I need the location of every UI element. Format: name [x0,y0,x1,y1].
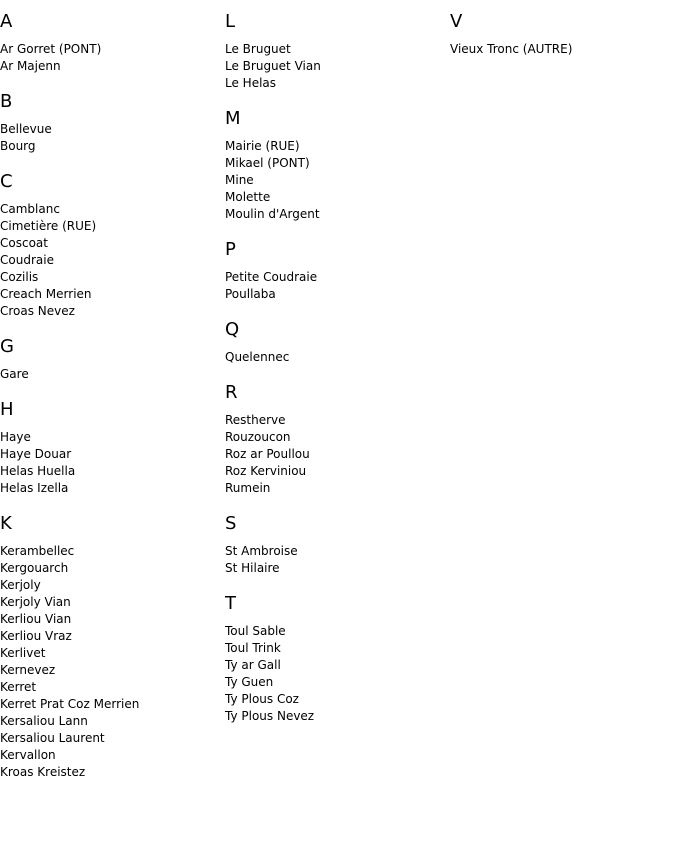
place-link-haye-douar[interactable]: Haye Douar [0,447,72,461]
letter-heading: V [450,11,463,32]
place-link-roz-kerviniou[interactable]: Roz Kerviniou [225,464,307,478]
place-link-molette[interactable]: Molette [225,190,271,204]
place-link-petite-coudraie[interactable]: Petite Coudraie [225,270,318,284]
letter-group-k [0,513,225,781]
index-column-2 [225,11,450,741]
place-link-vieux-tronc-autre[interactable]: Vieux Tronc (AUTRE) [450,42,573,56]
letter-group-q [225,319,450,366]
place-link-kerambellec[interactable]: Kerambellec [0,544,75,558]
place-link-cimetiere-rue[interactable]: Cimetière (RUE) [0,219,97,233]
place-link-haye[interactable]: Haye [0,430,31,444]
letter-group-b [0,91,225,155]
letter-heading: Q [225,319,240,340]
letter-heading: C [0,171,13,192]
place-link-rouzoucon[interactable]: Rouzoucon [225,430,291,444]
place-link-kroas-kreistez[interactable]: Kroas Kreistez [0,765,86,779]
letter-group-a [0,11,225,75]
letter-heading: B [0,91,13,112]
letter-heading: L [225,11,236,32]
letter-group-v [450,11,675,58]
place-link-ty-plous-coz[interactable]: Ty Plous Coz [225,692,299,706]
place-link-cozilis[interactable]: Cozilis [0,270,39,284]
letter-group-h [0,399,225,497]
place-link-kerliou-vraz[interactable]: Kerliou Vraz [0,629,72,643]
place-link-kersaliou-lann[interactable]: Kersaliou Lann [0,714,88,728]
letter-heading: M [225,108,241,129]
letter-group-c [0,171,225,320]
letter-group-l [225,11,450,92]
place-link-toul-sable[interactable]: Toul Sable [225,624,286,638]
place-link-le-bruguet[interactable]: Le Bruguet [225,42,291,56]
place-link-ty-plous-nevez[interactable]: Ty Plous Nevez [225,709,315,723]
place-link-kerjoly-vian[interactable]: Kerjoly Vian [0,595,71,609]
letter-heading: G [0,336,14,357]
place-link-st-hilaire[interactable]: St Hilaire [225,561,280,575]
place-link-quelennec[interactable]: Quelennec [225,350,290,364]
place-link-croas-nevez[interactable]: Croas Nevez [0,304,75,318]
place-link-helas-huella[interactable]: Helas Huella [0,464,76,478]
place-link-camblanc[interactable]: Camblanc [0,202,60,216]
place-link-toul-trink[interactable]: Toul Trink [225,641,281,655]
place-link-ty-ar-gall[interactable]: Ty ar Gall [225,658,281,672]
place-link-moulin-d-argent[interactable]: Moulin d'Argent [225,207,320,221]
place-link-restherve[interactable]: Restherve [225,413,286,427]
place-link-poullaba[interactable]: Poullaba [225,287,276,301]
place-link-creach-merrien[interactable]: Creach Merrien [0,287,92,301]
place-link-kerlivet[interactable]: Kerlivet [0,646,46,660]
letter-group-m [225,108,450,223]
place-link-coudraie[interactable]: Coudraie [0,253,54,267]
letter-heading: H [0,399,14,420]
letter-heading: R [225,382,238,403]
index-column-1 [0,11,225,797]
place-link-ty-guen[interactable]: Ty Guen [225,675,274,689]
place-link-kerret-prat-coz-merrien[interactable]: Kerret Prat Coz Merrien [0,697,140,711]
place-link-roz-ar-poullou[interactable]: Roz ar Poullou [225,447,310,461]
place-link-gare[interactable]: Gare [0,367,29,381]
letter-group-t [225,593,450,725]
place-link-rumein[interactable]: Rumein [225,481,271,495]
place-link-bourg[interactable]: Bourg [0,139,36,153]
letter-group-r [225,382,450,497]
place-link-le-bruguet-vian[interactable]: Le Bruguet Vian [225,59,321,73]
place-link-ar-majenn[interactable]: Ar Majenn [0,59,61,73]
place-link-le-helas[interactable]: Le Helas [225,76,277,90]
place-link-mairie-rue[interactable]: Mairie (RUE) [225,139,300,153]
letter-heading: S [225,513,237,534]
letter-heading: A [0,11,13,32]
place-link-mine[interactable]: Mine [225,173,254,187]
letter-heading: P [225,239,236,260]
letter-group-s [225,513,450,577]
place-link-bellevue[interactable]: Bellevue [0,122,52,136]
letter-group-g [0,336,225,383]
place-link-helas-izella[interactable]: Helas Izella [0,481,69,495]
place-link-kerliou-vian[interactable]: Kerliou Vian [0,612,72,626]
place-link-kergouarch[interactable]: Kergouarch [0,561,69,575]
place-link-mikael-pont[interactable]: Mikael (PONT) [225,156,310,170]
place-link-kersaliou-laurent[interactable]: Kersaliou Laurent [0,731,105,745]
place-link-kervallon[interactable]: Kervallon [0,748,56,762]
place-link-st-ambroise[interactable]: St Ambroise [225,544,298,558]
letter-heading: K [0,513,12,534]
letter-heading: T [225,593,236,614]
place-link-kerret[interactable]: Kerret [0,680,37,694]
index-column-3 [450,11,675,74]
place-link-kernevez[interactable]: Kernevez [0,663,56,677]
place-link-ar-gorret-pont[interactable]: Ar Gorret (PONT) [0,42,102,56]
letter-group-p [225,239,450,303]
place-link-kerjoly[interactable]: Kerjoly [0,578,41,592]
place-link-coscoat[interactable]: Coscoat [0,236,48,250]
